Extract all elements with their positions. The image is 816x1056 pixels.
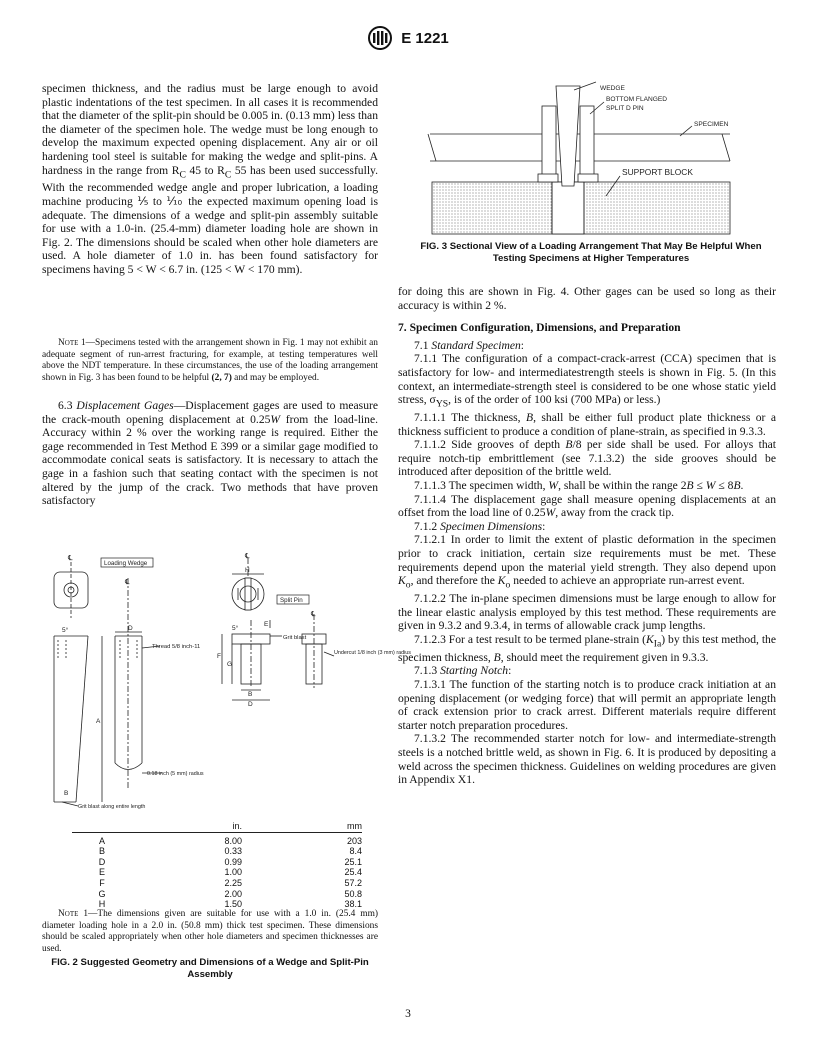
- table-row: D 0.99 25.1: [98, 856, 362, 867]
- section-7-1: 7.1 Standard Specimen:: [414, 338, 525, 352]
- undercut-label: Undercut 1/8 inch (3 mm) radius: [334, 650, 411, 656]
- paragraph-continuation: for doing this are shown in Fig. 4. Other gages can be used so long as their accuracy is within 2 %.: [398, 285, 776, 312]
- table-row: A 8.00 203: [98, 835, 362, 846]
- svg-text:5°: 5°: [62, 627, 69, 634]
- svg-text:H: H: [245, 567, 250, 574]
- table-header-row: in. mm: [232, 821, 362, 831]
- fig2-dimension-table: [72, 821, 362, 910]
- section-7-1-3-1: 7.1.3.1 The function of the starting notch is to produce crack initiation at an opening displacement (or wedging force) that will permit an appropriate length of crack extension prior to crack arrest. Different materials require different starter notch preparation procedures.: [398, 677, 776, 732]
- svg-text:℄: ℄: [245, 553, 250, 560]
- split-pin-label: Split Pin: [280, 597, 303, 604]
- section-7-1-1-2: 7.1.1.2 Side grooves of depth B/8 per side shall be used. For alloys that require notch-tip embrittlement (see 7.1.3.2) the side grooves should be introduced after deposition of the brittle weld.: [398, 438, 777, 479]
- wedge-label: WEDGE: [600, 85, 625, 92]
- table-row: F 2.25 57.2: [99, 877, 362, 888]
- svg-text:F: F: [217, 653, 221, 660]
- svg-text:A: A: [96, 718, 101, 725]
- section-7-1-1: 7.1.1 The configuration of a compact-crack-arrest (CCA) specimen that is satisfactory for low- and intermediatestrength steels is shown in Fig. 5. (In this context, an intermediate-strength steel is considered to be one whose static yield stress, $\sigma_{YS}$, is of the order of 100 ksi (700 MPa) or less.): [398, 352, 776, 410]
- section-7-1-1-1: 7.1.1.1 The thickness, B, shall be either full product plate thickness or a thickness sufficient to produce a condition of plane-strain, as specified in 9.3.3.: [398, 411, 776, 438]
- fig2-drawing: [42, 548, 411, 810]
- fig2-caption: FIG. 2 Suggested Geometry and Dimensions of a Wedge and Split-Pin Assembly: [51, 957, 369, 980]
- svg-text:D: D: [248, 701, 253, 708]
- grit-length-label: Grit blast along entire length: [78, 804, 146, 810]
- grit-blast-label: Grit blast: [283, 635, 307, 641]
- bottom-flanged-label: BOTTOM FLANGED: [606, 96, 668, 103]
- section-7-heading: 7. Specimen Configuration, Dimensions, and Preparation: [398, 321, 681, 335]
- fig3-drawing: [430, 84, 740, 236]
- svg-text:D: D: [128, 625, 133, 632]
- support-block-label: SUPPORT BLOCK: [622, 167, 693, 177]
- section-7-1-2-2: 7.1.2.2 The in-plane specimen dimensions must be large enough to allow for the linear elastic analysis employed by this test method. These requirements are given in 9.3.2 and 9.3.4, in terms of allowable crack jump lengths.: [398, 592, 776, 633]
- page-number: 3: [405, 1008, 411, 1020]
- svg-text:B: B: [248, 691, 253, 698]
- section-7-1-2-3: 7.1.2.3 For a test result to be termed plane-strain $(K_{Ia})$ by this test method, the specimen thickness, B, should meet the requirement given in 9.3.3.: [398, 632, 776, 664]
- section-7-1-1-3: 7.1.1.3 The specimen width, W, shall be within the range 2B ≤ W ≤ 8B.: [414, 479, 744, 493]
- svg-text:℄: ℄: [311, 611, 316, 618]
- page-header: [0, 26, 816, 50]
- split-pin-label-fig3: SPLIT D PIN: [606, 105, 644, 112]
- loading-wedge-label: Loading Wedge: [104, 560, 148, 567]
- right-column-text: [398, 285, 776, 787]
- table-row: E 1.00 25.4: [98, 867, 362, 878]
- section-7-1-1-4: 7.1.1.4 The displacement gage shall measure opening displacements at an offset from the load line of 0.25W, away from the crack tip.: [398, 492, 776, 520]
- svg-text:℄: ℄: [125, 579, 130, 586]
- section-7-1-2: 7.1.2 Specimen Dimensions:: [414, 519, 546, 533]
- section-7-1-3-2: 7.1.3.2 The recommended starter notch for low- and intermediate-strength steels is a notched brittle weld, as shown in Fig. 6. It is produced by depositing a weld across the specimen thickness. Guidelines on welding procedures are given in Appendix X1.: [398, 732, 776, 787]
- svg-text:E: E: [264, 621, 269, 628]
- left-column-top: [42, 82, 378, 277]
- standard-code: E 1221: [401, 29, 449, 47]
- thread-label: Thread 5/8 inch-11: [152, 644, 201, 650]
- paragraph-wedge: specimen thickness, and the radius must be large enough to avoid plastic indentations of the test specimen. In all cases it is recommended that the diameter of the split-pin should be 0.005 in. (0.13 mm) less than the diameter of the specimen hole. The wedge must be long enough to develop the maximum expected opening displacement. Any air or oil hardening tool steel is suitable for making the wedge and split-pins. A hardness in the range from $R_C$ 45 to $R_C$ 55 has been used successfully. With the recommended wedge angle and proper lubrication, a loading machine producing ⅕ to ⅒ the expected maximum opening load is adequate. The dimensions of a wedge and split-pin assembly suitable for use with a 1.0-in. (25.4-mm) diameter loading hole are shown in Fig. 2. The dimensions should be scaled when other hole diameters are used. A hole diameter of 1.0 in. has been found satisfactory for specimens having 5 < W < 6.7 in. (125 < W < 170 mm).: [42, 82, 378, 277]
- section-6-3: 6.3 Displacement Gages—Displacement gages are used to measure the crack-mouth opening displacement at 0.25W from the load-line. Accuracy within 2 % over the working range is required. Either the gage recommended in Test Method E 399 or a similar gage modified to accommodate conical seats is satisfactory. It is necessary to attach the gage in a fashion such that seating contact with the specimen is not altered by the jump of the crack. Two methods that have proven satisfactory: [42, 399, 378, 508]
- astm-logo-icon: [367, 26, 393, 50]
- section-7-1-2-1: 7.1.2.1 In order to limit the extent of plastic deformation in the specimen prior to crack initiation, certain size requirements must be met. These requirements depend upon the material yield strength. They also depend upon $K_o$, and therefore the $K_o$ needed to achieve an appropriate run-arrest event.: [398, 533, 776, 591]
- radius-label: 0.18 inch (5 mm) radius: [147, 771, 204, 777]
- table-row: G 2.00 50.8: [98, 888, 362, 899]
- table-row: B 0.33 8.4: [98, 846, 362, 857]
- table-row: H 1.50 38.1: [98, 899, 362, 910]
- svg-text:G: G: [227, 661, 233, 668]
- fig3-caption: FIG. 3 Sectional View of a Loading Arrangement That May Be Helpful When Testing Specimens at Higher Temperatures: [420, 241, 762, 264]
- note-fig3: Note 1—Specimens tested with the arrangement shown in Fig. 1 may not exhibit an adequate segment of run-arrest fracturing, for example, at testing temperatures well above the NDT temperature. In these circumstances, the use of the loading arrangement shown in Fig. 3 has been found to be helpful (2, 7) and may be employed.: [42, 338, 378, 383]
- note-fig2: Note 1—The dimensions given are suitable for use with a 1.0 in. (25.4 mm) diameter loading hole in a 2.0 in. (50.8 mm) thick test specimen. These dimensions should be scaled appropriately when other hole diameters and specimen thicknesses are used.: [42, 909, 378, 954]
- svg-text:B: B: [64, 790, 69, 797]
- wedge-shape: [556, 86, 580, 186]
- section-7-1-3: 7.1.3 Starting Notch:: [414, 664, 512, 678]
- centerline-label-1: ℄: [68, 555, 73, 562]
- svg-text:5°: 5°: [232, 625, 239, 632]
- specimen-label: SPECIMEN: [694, 121, 729, 128]
